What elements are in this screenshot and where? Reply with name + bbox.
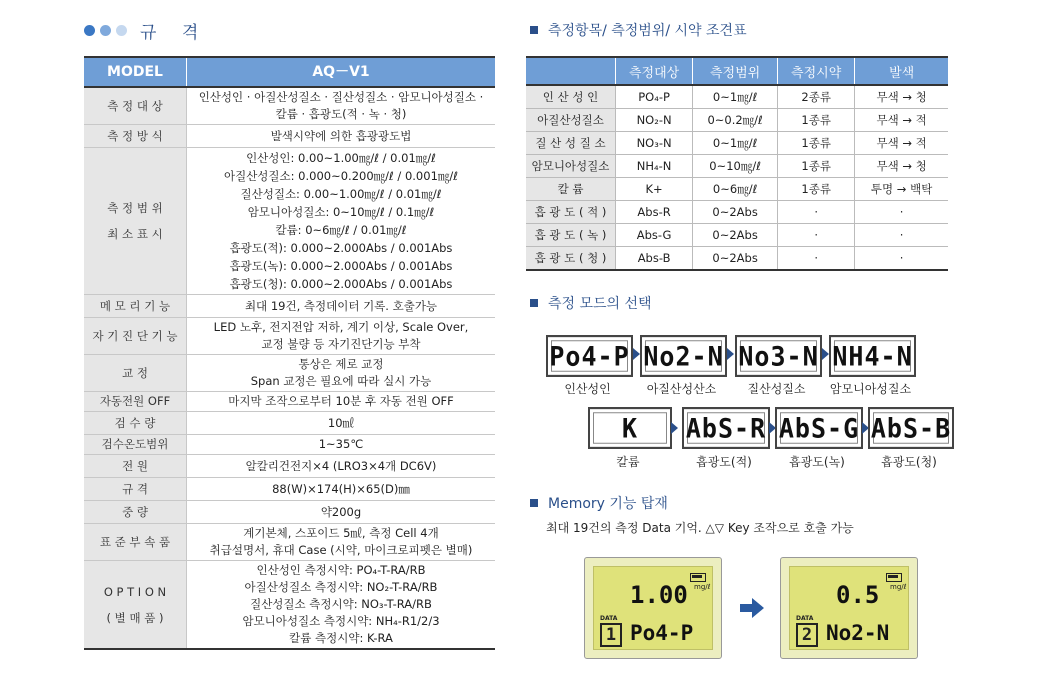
measure-cell: ·: [778, 224, 855, 247]
measure-row: [526, 155, 948, 178]
spec-value-line: 흡광도(청): 0.000~2.000Abs / 0.001Abs: [229, 277, 453, 291]
measure-header-row: [526, 57, 948, 85]
spec-row: [84, 478, 495, 501]
mode-display: Po4-P: [546, 335, 633, 377]
spec-header-row: [84, 57, 495, 87]
measure-cell: 0~6㎎/ℓ: [693, 178, 778, 201]
memory-title: Memory 기능 탑재: [548, 496, 668, 512]
arrow-right-icon: [671, 422, 678, 434]
measure-cell: 0~2Abs: [693, 224, 778, 247]
spec-row: [84, 295, 495, 318]
bullet-dot-icon: [116, 25, 127, 36]
right-arrow-icon: [740, 598, 766, 622]
spec-value: [187, 355, 496, 392]
measure-cell: 1종류: [778, 178, 855, 201]
spec-value-line: LED 노후, 전지전압 저하, 계기 이상, Scale Over,: [213, 320, 469, 334]
mode-caption: 흡광도(적): [696, 455, 752, 469]
spec-value: [187, 295, 496, 318]
measure-table-heading: [530, 20, 747, 40]
spec-value-line: 암모니아성질소 측정시약: NH₄-R1/2/3: [242, 614, 440, 628]
spec-table: [84, 56, 495, 650]
model-value: AQ－V1: [187, 57, 496, 87]
mode-caption: 암모니아성질소: [829, 382, 912, 396]
spec-row: [84, 392, 495, 412]
section-title-spec: [84, 18, 208, 43]
spec-value-line: 88(W)×174(H)×65(D)㎜: [272, 481, 410, 496]
spec-label: 교 정: [84, 355, 187, 392]
screen-value: 1.00: [630, 581, 688, 609]
spec-value-line: 인산성인 · 아질산성질소 · 질산성질소 · 암모니아성질소 ·: [198, 90, 484, 104]
spec-value-line: 약200g: [320, 504, 362, 519]
measure-row: [526, 224, 948, 247]
measure-table: [526, 56, 948, 271]
arrow-right-icon: [727, 348, 734, 360]
mode-caption: 흡광도(청): [881, 455, 937, 469]
mode-display: K: [588, 407, 672, 449]
measure-cell: ·: [778, 247, 855, 271]
measure-cell: 0~1㎎/ℓ: [693, 85, 778, 109]
spec-value-line: 마지막 조작으로부터 10분 후 자동 전원 OFF: [228, 394, 454, 408]
measure-cell: 0~1㎎/ℓ: [693, 132, 778, 155]
spec-value-line: 10㎖: [327, 415, 355, 430]
spec-label: O P T I O N ( 별 매 품 ): [84, 561, 187, 650]
spec-label: 전 원: [84, 455, 187, 478]
memory-description: 최대 19건의 측정 Data 기억. △▽ Key 조작으로 호출 가능: [546, 521, 854, 535]
measure-cell: 0~2Abs: [693, 247, 778, 271]
spec-value-line: 흡광도(적): 0.000~2.000Abs / 0.001Abs: [229, 241, 453, 255]
screen-mode: Po4-P: [630, 621, 694, 645]
measure-cell: Abs-R: [616, 201, 693, 224]
mode-title: 측정 모드의 선택: [548, 296, 652, 312]
battery-icon: [886, 573, 902, 582]
spec-value-line: Span 교정은 필요에 따라 실시 가능: [250, 374, 432, 388]
spec-value: [187, 392, 496, 412]
measure-cell: 1종류: [778, 109, 855, 132]
spec-row: [84, 148, 495, 295]
spec-value: [187, 412, 496, 435]
spec-row: [84, 561, 495, 650]
spec-row: [84, 524, 495, 561]
measure-header-cell: 측정시약: [778, 57, 855, 85]
spec-label: 표 준 부 속 품: [84, 524, 187, 561]
measure-cell: NH₄-N: [616, 155, 693, 178]
spec-value-line: 칼륨: 0~6㎎/ℓ / 0.01㎎/ℓ: [275, 223, 407, 237]
spec-value: [187, 125, 496, 148]
measure-cell: ·: [855, 201, 948, 224]
spec-row: [84, 87, 495, 125]
spec-label: 측 정 방 식: [84, 125, 187, 148]
spec-value-line: 질산성질소: 0.00~1.00㎎/ℓ / 0.01㎎/ℓ: [240, 187, 442, 201]
mode-display: AbS-B: [868, 407, 954, 449]
spec-label: 검수온도범위: [84, 435, 187, 455]
spec-value-line: 칼륨 · 흡광도(적 · 녹 · 청): [275, 107, 407, 121]
spec-value-line: 알칼리건전지×4 (LRO3×4개 DC6V): [245, 458, 437, 473]
spec-value-line: 계기본체, 스포이드 5㎖, 측정 Cell 4개: [243, 526, 439, 540]
mode-heading: [530, 293, 652, 313]
spec-label: 검 수 량: [84, 412, 187, 435]
spec-value: [187, 455, 496, 478]
spec-row: [84, 501, 495, 524]
measure-cell: 무색 → 청: [855, 85, 948, 109]
screen-mode: No2-N: [826, 621, 890, 645]
spec-value-line: 발색시약에 의한 흡광광도법: [270, 128, 412, 143]
mode-display: AbS-G: [775, 407, 863, 449]
spec-value-line: 1~35℃: [318, 437, 364, 451]
spec-value-line: 교정 불량 등 자기진단기능 부착: [261, 337, 421, 351]
screen-unit: mg/ℓ: [890, 583, 907, 591]
measure-row: [526, 132, 948, 155]
measure-cell: 무색 → 적: [855, 132, 948, 155]
spec-value-line: 통상은 제로 교정: [298, 357, 384, 371]
lcd-screen-1: [584, 557, 722, 659]
mode-display: No3-N: [735, 335, 822, 377]
arrow-right-icon: [822, 348, 829, 360]
measure-cell: 1종류: [778, 132, 855, 155]
measure-header-cell: 측정범위: [693, 57, 778, 85]
measure-row-label: 흡 광 도 ( 녹 ): [526, 224, 616, 247]
mode-display: AbS-R: [682, 407, 770, 449]
measure-cell: Abs-G: [616, 224, 693, 247]
measure-cell: 0~2Abs: [693, 201, 778, 224]
measure-cell: K+: [616, 178, 693, 201]
screen-data-label: DATA: [796, 615, 814, 622]
measure-row-label: 칼 륨: [526, 178, 616, 201]
mode-caption: 흡광도(녹): [789, 455, 845, 469]
measure-row-label: 질 산 성 질 소: [526, 132, 616, 155]
spec-value-line: 인산성인: 0.00~1.00㎎/ℓ / 0.01㎎/ℓ: [246, 151, 436, 165]
spec-value: [187, 478, 496, 501]
spec-value-line: 칼륨 측정시약: K-RA: [289, 631, 393, 645]
bullet-dot-icon: [100, 25, 111, 36]
measure-cell: NO₂-N: [616, 109, 693, 132]
measure-cell: ·: [855, 224, 948, 247]
spec-value-line: 인산성인 측정시약: PO₄-T-RA/RB: [256, 563, 426, 577]
measure-row-label: 아질산성질소: [526, 109, 616, 132]
measure-cell: 투명 → 백탁: [855, 178, 948, 201]
measure-row-label: 흡 광 도 ( 청 ): [526, 247, 616, 271]
spec-value: [187, 561, 496, 650]
measure-row: [526, 247, 948, 271]
arrow-right-icon: [633, 348, 640, 360]
spec-value: [187, 318, 496, 355]
spec-value: [187, 524, 496, 561]
spec-value: [187, 435, 496, 455]
mode-display: No2-N: [640, 335, 727, 377]
spec-value-line: 취급설명서, 휴대 Case (시약, 마이크로피펫은 별매): [209, 543, 473, 557]
measure-cell: 1종류: [778, 155, 855, 178]
spec-value-line: 질산성질소 측정시약: NO₃-T-RA/RB: [250, 597, 432, 611]
measure-header-cell: 발색: [855, 57, 948, 85]
measure-header-cell: [526, 57, 616, 85]
spec-label: 측 정 대 상: [84, 87, 187, 125]
screen-index: 2: [796, 623, 818, 647]
square-bullet-icon: [530, 299, 538, 307]
spec-title: 규 격: [140, 23, 209, 43]
spec-row: [84, 318, 495, 355]
battery-icon: [690, 573, 706, 582]
spec-value: [187, 87, 496, 125]
measure-row: [526, 201, 948, 224]
measure-row: [526, 109, 948, 132]
screen-data-label: DATA: [600, 615, 618, 622]
measure-cell: 2종류: [778, 85, 855, 109]
square-bullet-icon: [530, 26, 538, 34]
measure-cell: ·: [778, 201, 855, 224]
mode-caption: 칼륨: [616, 455, 640, 469]
spec-value-line: 아질산성질소 측정시약: NO₂-T-RA/RB: [244, 580, 438, 594]
model-label: MODEL: [84, 57, 187, 87]
measure-row-label: 인 산 성 인: [526, 85, 616, 109]
spec-value-line: 암모니아성질소: 0~10㎎/ℓ / 0.1㎎/ℓ: [247, 205, 435, 219]
spec-label: 중 량: [84, 501, 187, 524]
spec-row: [84, 355, 495, 392]
measure-cell: 무색 → 적: [855, 109, 948, 132]
measure-header-cell: 측정대상: [616, 57, 693, 85]
square-bullet-icon: [530, 499, 538, 507]
measure-cell: Abs-B: [616, 247, 693, 271]
measure-row: [526, 178, 948, 201]
screen-unit: mg/ℓ: [694, 583, 711, 591]
screen-value: 0.5: [836, 581, 880, 609]
measure-cell: ·: [855, 247, 948, 271]
lcd-screen-2: [780, 557, 918, 659]
mode-caption: 인산성인: [564, 382, 611, 396]
spec-label: 규 격: [84, 478, 187, 501]
measure-cell: 0~0.2㎎/ℓ: [693, 109, 778, 132]
screen-index: 1: [600, 623, 622, 647]
measure-cell: PO₄-P: [616, 85, 693, 109]
spec-row: [84, 455, 495, 478]
spec-row: [84, 435, 495, 455]
memory-heading: [530, 493, 668, 513]
spec-label: 자 기 진 단 기 능: [84, 318, 187, 355]
mode-display: NH4-N: [829, 335, 916, 377]
spec-value: [187, 148, 496, 295]
measure-cell: 0~10㎎/ℓ: [693, 155, 778, 178]
measure-cell: NO₃-N: [616, 132, 693, 155]
spec-row: [84, 125, 495, 148]
measure-cell: 무색 → 청: [855, 155, 948, 178]
spec-value: [187, 501, 496, 524]
measure-row-label: 암모니아성질소: [526, 155, 616, 178]
spec-label: 자동전원 OFF: [84, 392, 187, 412]
mode-caption: 아질산성산소: [646, 382, 717, 396]
bullet-dot-icon: [84, 25, 95, 36]
spec-label: 측 정 범 위 최 소 표 시: [84, 148, 187, 295]
measure-row: [526, 85, 948, 109]
spec-value-line: 아질산성질소: 0.000~0.200㎎/ℓ / 0.001㎎/ℓ: [223, 169, 459, 183]
spec-row: [84, 412, 495, 435]
spec-value-line: 흡광도(녹): 0.000~2.000Abs / 0.001Abs: [229, 259, 453, 273]
measure-table-title: 측정항목/ 측정범위/ 시약 조견표: [548, 23, 747, 39]
spec-label: 메 모 리 기 능: [84, 295, 187, 318]
mode-caption: 질산성질소: [747, 382, 806, 396]
spec-value-line: 최대 19건, 측정데이터 기록. 호출가능: [244, 298, 438, 313]
measure-row-label: 흡 광 도 ( 적 ): [526, 201, 616, 224]
